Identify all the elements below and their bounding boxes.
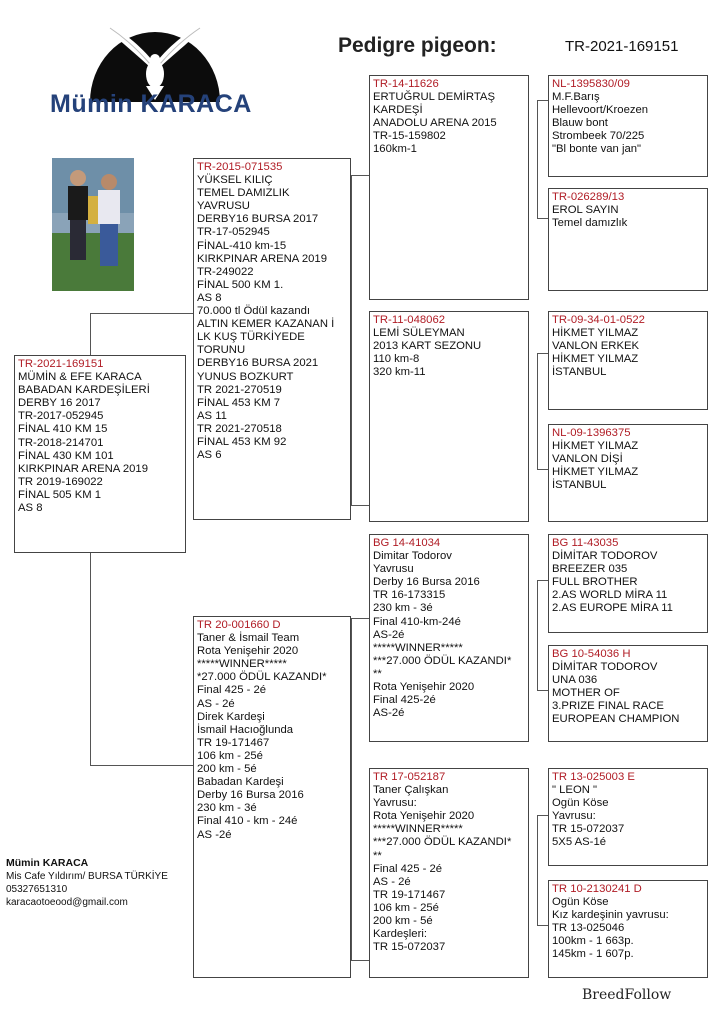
pedigree-line: TR 2021-270518 (197, 422, 282, 435)
pedigree-line: FİNAL 430 KM 101 (18, 449, 114, 462)
pedigree-line: İSTANBUL (552, 366, 607, 379)
pedigree-line: Final 425 - 2é (197, 684, 267, 697)
pedigree-line: " LEON " (552, 784, 598, 797)
ring-number: TR-09-34-01-0522 (552, 314, 645, 326)
pedigree-line: Kız kardeşinin yavrusu: (552, 909, 669, 922)
pedigree-box-ssd (548, 188, 708, 291)
ring-number: TR 17-052187 (373, 771, 446, 783)
pedigree-box-subject (14, 355, 186, 553)
pedigree-line: TR-2018-214701 (18, 436, 104, 449)
pedigree-line: TR-15-159802 (373, 130, 446, 143)
pedigree-line: KIRKPINAR ARENA 2019 (18, 462, 148, 475)
contact-name: Mümin KARACA (6, 857, 89, 869)
pedigree-line: MÜMİN & EFE KARACA (18, 371, 142, 384)
pedigree-line: DERBY16 BURSA 2017 (197, 213, 319, 226)
pedigree-line: TORUNU (197, 344, 246, 357)
pedigree-line: MOTHER OF (552, 687, 620, 700)
pedigree-line: AS-2é (373, 628, 405, 641)
ring-number: NL-1395830/09 (552, 78, 630, 90)
pedigree-line: 5X5 AS-1é (552, 836, 607, 849)
pedigree-line: VANLON ERKEK (552, 340, 640, 353)
pedigree-line: DERBY16 BURSA 2021 (197, 357, 319, 370)
ring-number: BG 10-54036 H (552, 648, 631, 660)
pedigree-line: M.F.Barış (552, 91, 600, 104)
pedigree-box-dam (193, 616, 351, 978)
pedigree-line: Derby 16 Bursa 2016 (373, 576, 480, 589)
ring-number: NL-09-1396375 (552, 427, 631, 439)
pedigree-box-sire-dam (369, 311, 529, 522)
pedigree-line: Blauw bont (552, 117, 608, 130)
pedigree-line: Rota Yenişehir 2020 (373, 810, 475, 823)
contact-phone: 05327651310 (6, 884, 68, 895)
pedigree-line: AS-2é (373, 707, 405, 720)
ring-number: BG 11-43035 (552, 537, 619, 549)
pigeon-ring-number: TR-2021-169151 (565, 38, 679, 55)
pedigree-line: TR 15-072037 (552, 823, 625, 836)
pedigree-box-ddd (548, 880, 708, 978)
pedigree-line: 2.AS EUROPE MİRA 11 (552, 602, 673, 615)
pedigree-line: 230 km - 3é (197, 802, 257, 815)
pedigree-line: ***27.000 ÖDÜL KAZANDI* (373, 654, 512, 667)
pedigree-line: Ogün Köse (552, 797, 609, 810)
pedigree-line: TR 2019-169022 (18, 475, 103, 488)
pedigree-line: BABADAN KARDEŞİLERİ (18, 384, 150, 397)
pedigree-line: AS 6 (197, 449, 222, 462)
pedigree-line: 106 km - 25é (373, 901, 439, 914)
pedigree-line: Babadan Kardeşi (197, 776, 284, 789)
pedigree-line: TR-249022 (197, 265, 254, 278)
pedigree-line: TR 15-072037 (373, 941, 446, 954)
pedigree-line: 70.000 tl Ödül kazandı (197, 305, 311, 318)
pedigree-line: DİMİTAR TODOROV (552, 550, 658, 563)
pedigree-line: Yavrusu: (552, 810, 596, 823)
pedigree-line: AS 11 (197, 409, 227, 422)
pedigree-line: TR-2017-052945 (18, 410, 104, 423)
pedigree-line: FİNAL 410 KM 15 (18, 423, 108, 436)
pedigree-line: UNA 036 (552, 674, 598, 687)
pedigree-line: EROL SAYIN (552, 204, 619, 217)
pedigree-line: Hellevoort/Kroezen (552, 104, 649, 117)
pedigree-box-sire-sire (369, 75, 529, 300)
pedigree-line: KARDEŞİ (373, 104, 423, 117)
pedigree-line: AS 8 (197, 291, 222, 304)
pedigree-line: LK KUŞ TÜRKİYEDE (197, 331, 305, 344)
pedigree-line: TR 13-025046 (552, 922, 625, 935)
pedigree-box-sire (193, 158, 351, 520)
pedigree-box-dds (548, 768, 708, 866)
pedigree-line: Ogün Köse (552, 896, 609, 909)
ring-number: TR 13-025003 E (552, 771, 635, 783)
pedigree-line: Taner & İsmail Team (197, 632, 300, 645)
pedigree-line: Rota Yenişehir 2020 (197, 645, 299, 658)
pedigree-line: TR-17-052945 (197, 226, 270, 239)
pedigree-line: 230 km - 3é (373, 602, 433, 615)
pedigree-line: VANLON DİŞİ (552, 453, 623, 466)
pedigree-line: Temel damızlık (552, 217, 628, 230)
pedigree-line: Final 425 - 2é (373, 862, 443, 875)
pedigree-line: Rota Yenişehir 2020 (373, 681, 475, 694)
pedigree-line: ALTIN KEMER KAZANAN İ (197, 318, 335, 331)
pedigree-line: FİNAL 453 KM 7 (197, 396, 281, 409)
pedigree-line: FULL BROTHER (552, 576, 638, 589)
pedigree-line: 3.PRIZE FINAL RACE (552, 700, 664, 713)
pedigree-line: TR 16-173315 (373, 589, 446, 602)
pedigree-line: FİNAL 500 KM 1. (197, 278, 284, 291)
owner-contact (6, 857, 168, 909)
pedigree-line: FİNAL 453 KM 92 (197, 435, 287, 448)
pedigree-box-sdd (548, 424, 708, 522)
pedigree-line: DERBY 16 2017 (18, 397, 101, 410)
pedigree-line: Dimitar Todorov (373, 550, 452, 563)
pedigree-box-sds (548, 311, 708, 410)
ring-number: TR 10-2130241 D (552, 883, 642, 895)
pedigree-line: HİKMET YILMAZ (552, 327, 639, 340)
pedigree-box-dsd (548, 645, 708, 742)
pedigree-line: KIRKPINAR ARENA 2019 (197, 252, 327, 265)
pedigree-box-dss (548, 534, 708, 633)
pedigree-line: *****WINNER***** (197, 658, 287, 671)
pedigree-line: Taner Çalışkan (373, 784, 449, 797)
pedigree-line: ***27.000 ÖDÜL KAZANDI* (373, 836, 512, 849)
pedigree-line: LEMİ SÜLEYMAN (373, 327, 465, 340)
pedigree-line: DİMİTAR TODOROV (552, 661, 658, 674)
pedigree-line: AS -2é (197, 828, 232, 841)
pedigree-line: TR 2021-270519 (197, 383, 282, 396)
pedigree-line: YAVRUSU (197, 200, 250, 213)
pedigree-line: ** (373, 849, 382, 862)
ring-number: TR 20-001660 D (197, 619, 281, 631)
pedigree-box-dam-sire (369, 534, 529, 742)
pedigree-line: "Bl bonte van jan" (552, 143, 642, 156)
pedigree-line: HİKMET YILMAZ (552, 466, 639, 479)
ring-number: TR-2015-071535 (197, 161, 283, 173)
contact-email: karacaotoeood@gmail.com (6, 897, 128, 908)
pedigree-line: Kardeşleri: (373, 928, 427, 941)
pedigree-line: Yavrusu (373, 563, 414, 576)
pedigree-line: ERTUĞRUL DEMİRTAŞ (373, 91, 495, 104)
ring-number: BG 14-41034 (373, 537, 441, 549)
pedigree-line: HİKMET YILMAZ (552, 353, 639, 366)
pedigree-line: Direk Kardeşi (197, 710, 265, 723)
owner-brand-title: Mümin KARACA (50, 90, 252, 118)
ring-number: TR-2021-169151 (18, 358, 104, 370)
pedigree-line: Strombeek 70/225 (552, 130, 645, 143)
pedigree-line: AS 8 (18, 502, 43, 515)
pedigree-line: İsmail Hacıoğlunda (197, 723, 294, 736)
pedigree-line: Derby 16 Bursa 2016 (197, 789, 304, 802)
pedigree-line: ANADOLU ARENA 2015 (373, 117, 497, 130)
pedigree-box-sss (548, 75, 708, 177)
pedigree-line: FİNAL 505 KM 1 (18, 488, 102, 501)
pedigree-line: Yavrusu: (373, 797, 417, 810)
pedigree-line: FİNAL-410 km-15 (197, 239, 287, 252)
pedigree-line: YUNUS BOZKURT (197, 370, 294, 383)
pedigree-line: Final 425-2é (373, 694, 436, 707)
pedigree-line: AS - 2é (373, 875, 411, 888)
pedigree-line: *27.000 ÖDÜL KAZANDI* (197, 671, 327, 684)
page-title: Pedigre pigeon: (338, 34, 497, 57)
pedigree-line: 2013 KART SEZONU (373, 340, 482, 353)
owners-photo (52, 158, 134, 291)
ring-number: TR-14-11626 (373, 78, 439, 90)
pedigree-line: TR 19-171467 (373, 888, 446, 901)
footer-brand: BreedFollow (582, 987, 672, 1003)
pedigree-line: HİKMET YILMAZ (552, 440, 639, 453)
pedigree-line: BREEZER 035 (552, 563, 628, 576)
contact-address: Mis Cafe Yıldırım/ BURSA TÜRKİYE (6, 871, 168, 882)
pedigree-line: TR 19-171467 (197, 736, 270, 749)
pedigree-line: YÜKSEL KILIÇ (197, 174, 273, 187)
ring-number: TR-026289/13 (552, 191, 625, 203)
pedigree-line: *****WINNER***** (373, 641, 463, 654)
pedigree-line: İSTANBUL (552, 479, 607, 492)
pedigree-line: 110 km-8 (373, 353, 420, 366)
pedigree-line: EUROPEAN CHAMPION (552, 713, 680, 726)
pedigree-line: 2.AS WORLD MİRA 11 (552, 589, 668, 602)
pedigree-line: 320 km-11 (373, 366, 426, 379)
pedigree-line: TEMEL DAMIZLIK (197, 187, 290, 200)
pedigree-line: 200 km - 5é (197, 763, 257, 776)
pedigree-line: 100km - 1 663p. (552, 935, 634, 948)
pedigree-line: Final 410 - km - 24é (197, 815, 298, 828)
pedigree-line: *****WINNER***** (373, 823, 463, 836)
pedigree-line: 145km - 1 607p. (552, 948, 634, 961)
pedigree-line: AS - 2é (197, 697, 235, 710)
pedigree-line: 160km-1 (373, 143, 417, 156)
pedigree-box-dam-dam (369, 768, 529, 978)
pedigree-line: Final 410-km-24é (373, 615, 461, 628)
pedigree-line: ** (373, 667, 382, 680)
pedigree-line: 106 km - 25é (197, 749, 263, 762)
ring-number: TR-11-048062 (373, 314, 446, 326)
pedigree-line: 200 km - 5é (373, 915, 433, 928)
